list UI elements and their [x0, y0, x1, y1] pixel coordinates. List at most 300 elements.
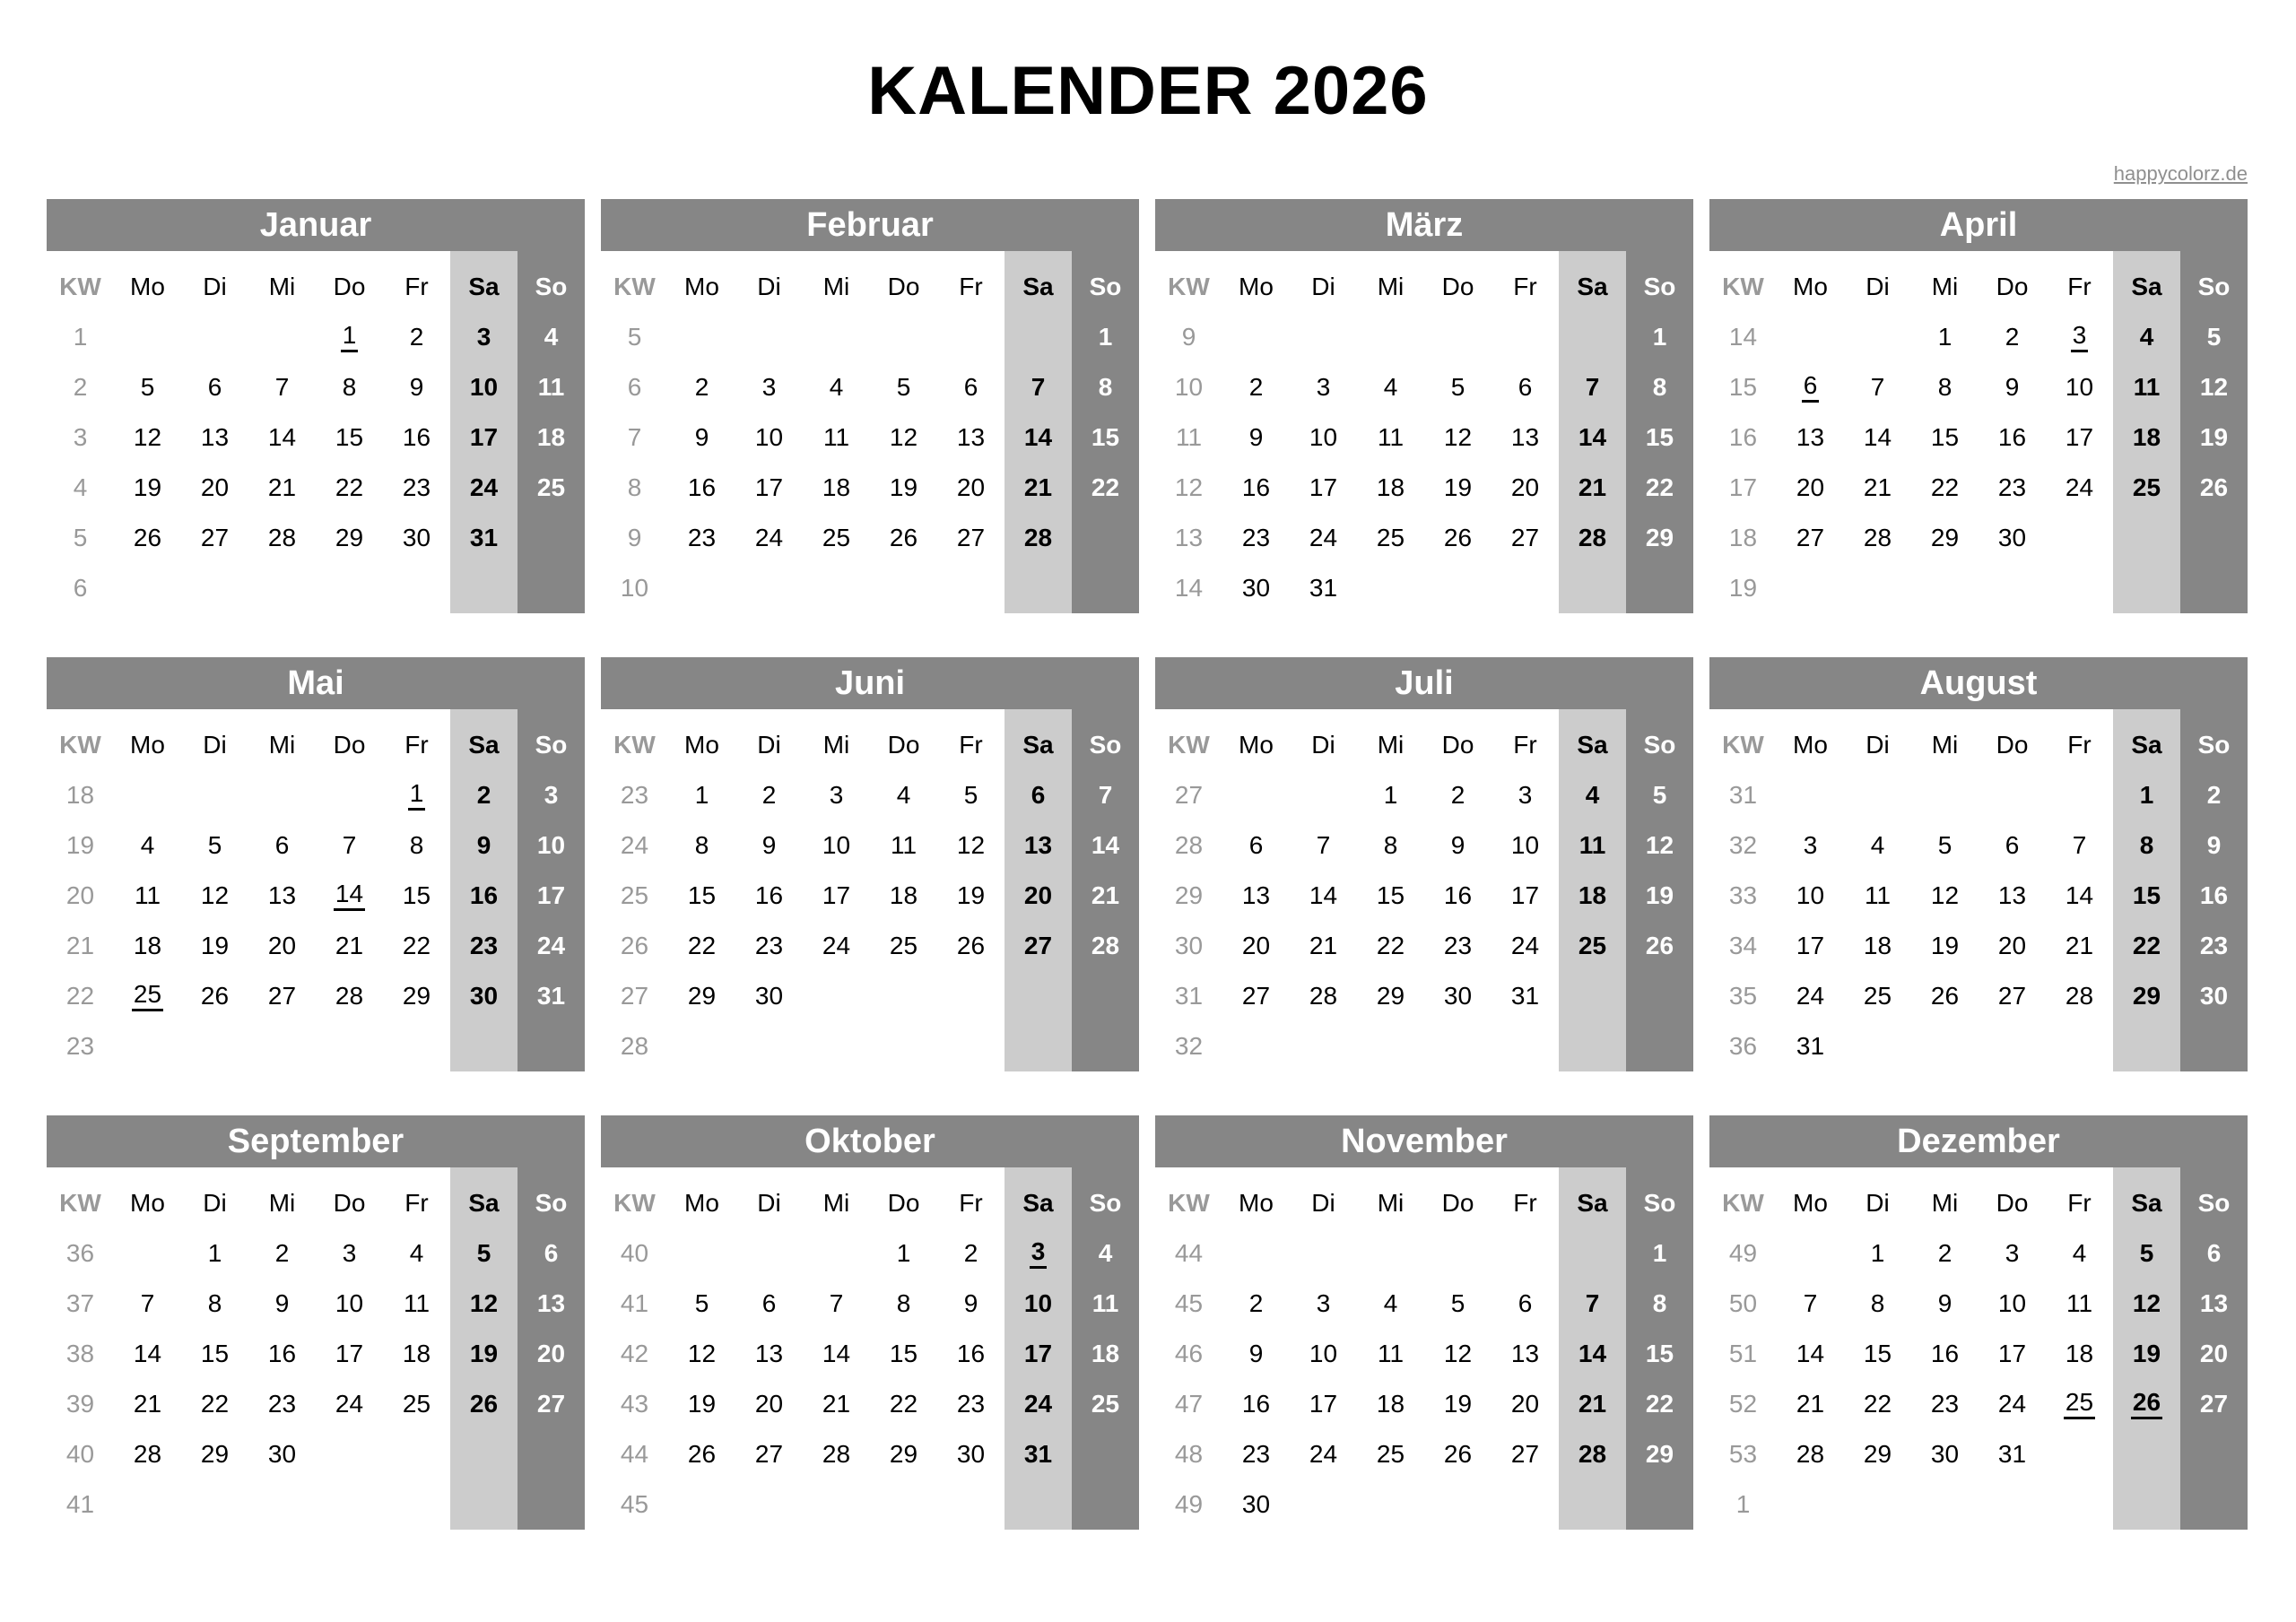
day-cell: 8 [342, 373, 357, 401]
month-grid [601, 709, 1139, 1071]
week-number-cell: 32 [1728, 831, 1758, 859]
day-cell: 31 [1997, 1440, 2027, 1468]
month-grid [47, 1167, 585, 1530]
weekday-header-cell: So [1643, 273, 1676, 300]
day-cell: 22 [1091, 473, 1120, 501]
kw-header-cell: KW [59, 731, 101, 759]
day-cell: 13 [1997, 881, 2027, 909]
weekday-header-cell: Mi [822, 731, 850, 759]
day-cell: 25 [1091, 1390, 1120, 1418]
day-cell: 5 [896, 373, 911, 401]
weekday-header-cell: Fr [2067, 1189, 2092, 1217]
month-januar [47, 199, 585, 613]
day-cell: 24 [1309, 524, 1338, 551]
month-april [1709, 199, 2248, 613]
holiday-date: 25 [132, 982, 163, 1011]
week-row [47, 513, 585, 563]
kw-header-cell: KW [1168, 1189, 1210, 1217]
week-number-cell: 31 [1174, 982, 1204, 1010]
week-number-cell: 14 [1174, 574, 1204, 602]
day-cell: 31 [536, 982, 566, 1010]
week-row [1155, 820, 1693, 871]
day-cell: 15 [687, 881, 717, 909]
kw-header-cell: KW [613, 731, 656, 759]
weekday-header-cell: Mo [1793, 1189, 1828, 1217]
day-cell: 12 [133, 423, 162, 451]
week-row [1155, 1021, 1693, 1071]
day-cell: 24 [1796, 982, 1825, 1010]
day-cell: 29 [1863, 1440, 1892, 1468]
week-row [47, 971, 585, 1021]
weekday-header-row [601, 262, 1139, 312]
week-row [1709, 1429, 2248, 1479]
weekday-header-cell: Di [203, 1189, 227, 1217]
day-cell: 21 [2065, 932, 2094, 959]
month-rows [1709, 709, 2248, 1071]
week-number-cell: 7 [627, 423, 642, 451]
day-cell: 15 [1645, 423, 1674, 451]
week-row [601, 1329, 1139, 1379]
day-cell: 1 [1652, 323, 1667, 351]
holiday-date: 25 [2064, 1390, 2095, 1419]
weekday-header-row [601, 720, 1139, 770]
day-cell: 9 [274, 1289, 290, 1317]
day-cell: 14 [1578, 1340, 1607, 1367]
weekday-header-cell: Do [1441, 1189, 1474, 1217]
day-cell: 15 [200, 1340, 230, 1367]
weekday-header-cell: Di [757, 731, 781, 759]
day-cell: 4 [829, 373, 844, 401]
day-cell: 4 [1098, 1239, 1113, 1267]
happycolorz-link[interactable]: happycolorz.de [2113, 162, 2248, 185]
holiday-date: 6 [1802, 373, 1820, 403]
day-cell: 10 [2065, 373, 2094, 401]
day-cell: 22 [1863, 1390, 1892, 1418]
day-cell: 7 [1803, 1289, 1818, 1317]
day-cell: 29 [1645, 1440, 1674, 1468]
week-row [1155, 770, 1693, 820]
weekday-header-cell: Do [333, 731, 366, 759]
day-cell: 28 [2065, 982, 2094, 1010]
week-number-cell: 31 [1728, 781, 1758, 809]
day-cell: 5 [1937, 831, 1952, 859]
week-row [1155, 463, 1693, 513]
week-row [1155, 1329, 1693, 1379]
week-number-cell: 49 [1174, 1490, 1204, 1518]
day-cell: 17 [1023, 1340, 1053, 1367]
week-number-cell: 36 [1728, 1032, 1758, 1060]
day-cell: 29 [1376, 982, 1405, 1010]
day-cell: 25 [1376, 524, 1405, 551]
day-cell: 5 [1450, 373, 1465, 401]
week-number-cell: 53 [1728, 1440, 1758, 1468]
day-cell: 12 [1930, 881, 1960, 909]
weekday-header-cell: Fr [404, 1189, 429, 1217]
weekday-header-cell: Fr [959, 273, 983, 300]
day-cell: 23 [956, 1390, 986, 1418]
day-cell: 6 [1518, 1289, 1533, 1317]
day-cell: 10 [1796, 881, 1825, 909]
month-rows [601, 1167, 1139, 1530]
weekday-header-cell: Fr [404, 731, 429, 759]
day-cell: 4 [409, 1239, 424, 1267]
weekday-header-cell: Do [1996, 1189, 2029, 1217]
week-row [1155, 871, 1693, 921]
day-cell [1004, 1236, 1072, 1269]
day-cell: 13 [200, 423, 230, 451]
week-row [47, 820, 585, 871]
week-row [47, 362, 585, 412]
day-cell: 1 [1652, 1239, 1667, 1267]
holiday-date: 26 [2131, 1390, 2162, 1419]
month-title: Dezember [1709, 1115, 2248, 1167]
day-cell: 25 [1863, 982, 1892, 1010]
month-februar [601, 199, 1139, 613]
day-cell: 20 [1997, 932, 2027, 959]
week-row [1709, 463, 2248, 513]
day-cell: 3 [544, 781, 559, 809]
month-rows [1155, 709, 1693, 1071]
month-grid [601, 1167, 1139, 1530]
day-cell: 29 [335, 524, 364, 551]
day-cell: 21 [1023, 473, 1053, 501]
day-cell: 7 [1585, 1289, 1600, 1317]
weekday-header-cell: So [535, 273, 568, 300]
weekday-header-cell: Sa [2131, 1189, 2162, 1217]
weekday-header-cell: Sa [1577, 273, 1608, 300]
day-cell: 22 [402, 932, 431, 959]
day-cell: 28 [1578, 524, 1607, 551]
day-cell: 25 [1578, 932, 1607, 959]
day-cell: 7 [140, 1289, 155, 1317]
day-cell: 2 [274, 1239, 290, 1267]
kw-header-cell: KW [59, 1189, 101, 1217]
day-cell: 3 [1803, 831, 1818, 859]
day-cell: 11 [1864, 881, 1892, 909]
day-cell: 2 [2005, 323, 2020, 351]
day-cell: 22 [200, 1390, 230, 1418]
week-row [1155, 412, 1693, 463]
month-title: Juni [601, 657, 1139, 709]
day-cell: 16 [1930, 1340, 1960, 1367]
weekday-header-cell: So [1643, 731, 1676, 759]
month-title: März [1155, 199, 1693, 251]
day-cell: 8 [2139, 831, 2154, 859]
day-cell: 7 [829, 1289, 844, 1317]
day-cell: 8 [1652, 373, 1667, 401]
day-cell: 27 [267, 982, 297, 1010]
day-cell: 5 [1652, 781, 1667, 809]
day-cell: 7 [2072, 831, 2087, 859]
day-cell: 19 [133, 473, 162, 501]
day-cell: 23 [754, 932, 784, 959]
day-cell: 7 [1098, 781, 1113, 809]
holiday-date: 14 [334, 881, 365, 911]
day-cell: 22 [2132, 932, 2161, 959]
day-cell: 19 [469, 1340, 499, 1367]
day-cell [316, 320, 383, 352]
weekday-header-cell: Sa [1022, 1189, 1054, 1217]
day-cell: 15 [335, 423, 364, 451]
weekday-header-cell: Sa [1577, 1189, 1608, 1217]
weekday-header-cell: So [535, 731, 568, 759]
day-cell: 1 [1937, 323, 1952, 351]
day-cell: 19 [2132, 1340, 2161, 1367]
day-cell: 25 [1376, 1440, 1405, 1468]
week-number-cell: 18 [65, 781, 95, 809]
day-cell: 22 [1645, 1390, 1674, 1418]
week-number-cell: 8 [627, 473, 642, 501]
week-row [1709, 1228, 2248, 1279]
day-cell: 16 [2199, 881, 2229, 909]
day-cell: 27 [1510, 1440, 1540, 1468]
weekday-header-cell: Sa [1022, 731, 1054, 759]
day-cell: 4 [1383, 1289, 1398, 1317]
weekday-header-cell: Fr [404, 273, 429, 300]
day-cell: 7 [1316, 831, 1331, 859]
month-rows [47, 251, 585, 613]
weekday-header-cell: Mi [1931, 731, 1959, 759]
month-rows [1155, 251, 1693, 613]
day-cell: 29 [402, 982, 431, 1010]
week-number-cell: 5 [627, 323, 642, 351]
day-cell: 15 [1645, 1340, 1674, 1367]
day-cell: 4 [2072, 1239, 2087, 1267]
weekday-header-cell: Mi [268, 731, 296, 759]
day-cell: 30 [1443, 982, 1473, 1010]
day-cell: 26 [1645, 932, 1674, 959]
week-number-cell: 9 [1181, 323, 1196, 351]
week-number-cell: 41 [620, 1289, 649, 1317]
week-row [1709, 1479, 2248, 1530]
day-cell: 30 [469, 982, 499, 1010]
day-cell: 20 [1241, 932, 1271, 959]
day-cell: 23 [1443, 932, 1473, 959]
day-cell: 9 [761, 831, 777, 859]
day-cell: 8 [1937, 373, 1952, 401]
month-title: September [47, 1115, 585, 1167]
month-september [47, 1115, 585, 1530]
day-cell [2046, 320, 2113, 352]
day-cell: 27 [754, 1440, 784, 1468]
day-cell: 23 [1241, 524, 1271, 551]
day-cell: 7 [342, 831, 357, 859]
day-cell: 17 [1997, 1340, 2027, 1367]
day-cell: 19 [2199, 423, 2229, 451]
day-cell: 1 [207, 1239, 222, 1267]
month-juli [1155, 657, 1693, 1071]
day-cell: 13 [754, 1340, 784, 1367]
day-cell: 4 [2139, 323, 2154, 351]
month-grid [1709, 709, 2248, 1071]
day-cell: 12 [2132, 1289, 2161, 1317]
weekday-header-cell: Sa [1577, 731, 1608, 759]
day-cell: 28 [1091, 932, 1120, 959]
weekday-header-cell: Di [1866, 273, 1890, 300]
day-cell: 30 [1930, 1440, 1960, 1468]
day-cell: 2 [1937, 1239, 1952, 1267]
weekday-header-cell: Fr [1513, 1189, 1537, 1217]
day-cell: 17 [1510, 881, 1540, 909]
month-grid [1155, 709, 1693, 1071]
month-grid [601, 251, 1139, 613]
day-cell: 30 [1241, 1490, 1271, 1518]
day-cell: 3 [761, 373, 777, 401]
day-cell: 23 [402, 473, 431, 501]
day-cell: 9 [963, 1289, 978, 1317]
day-cell: 22 [889, 1390, 918, 1418]
week-number-cell: 28 [1174, 831, 1204, 859]
week-number-cell: 34 [1728, 932, 1758, 959]
day-cell: 4 [1383, 373, 1398, 401]
week-row [1155, 513, 1693, 563]
weekday-header-cell: Sa [468, 273, 500, 300]
week-number-cell: 40 [620, 1239, 649, 1267]
day-cell: 8 [1870, 1289, 1885, 1317]
month-grid [1709, 1167, 2248, 1530]
day-cell: 26 [200, 982, 230, 1010]
day-cell: 11 [822, 423, 850, 451]
week-number-cell: 5 [73, 524, 88, 551]
day-cell: 20 [1796, 473, 1825, 501]
day-cell: 31 [469, 524, 499, 551]
weekday-header-cell: So [1089, 1189, 1122, 1217]
day-cell: 20 [754, 1390, 784, 1418]
day-cell: 26 [1443, 524, 1473, 551]
weekday-header-cell: Mo [684, 1189, 719, 1217]
day-cell: 29 [2132, 982, 2161, 1010]
kw-header-cell: KW [1168, 273, 1210, 300]
day-cell: 3 [1518, 781, 1533, 809]
day-cell: 17 [2065, 423, 2094, 451]
week-row [601, 1479, 1139, 1530]
weekday-header-cell: Do [1441, 731, 1474, 759]
day-cell: 13 [1023, 831, 1053, 859]
week-number-cell: 29 [1174, 881, 1204, 909]
day-cell: 14 [1023, 423, 1053, 451]
day-cell: 2 [2206, 781, 2222, 809]
day-cell: 30 [267, 1440, 297, 1468]
day-cell: 27 [1796, 524, 1825, 551]
day-cell: 12 [889, 423, 918, 451]
month-grid [1155, 1167, 1693, 1530]
weekday-header-cell: Mi [1931, 1189, 1959, 1217]
weekday-header-cell: Di [1311, 1189, 1335, 1217]
week-number-cell: 6 [627, 373, 642, 401]
day-cell: 11 [2133, 373, 2161, 401]
week-number-cell: 45 [1174, 1289, 1204, 1317]
day-cell: 11 [537, 373, 565, 401]
week-row [1155, 1279, 1693, 1329]
day-cell: 4 [896, 781, 911, 809]
day-cell: 14 [133, 1340, 162, 1367]
day-cell: 28 [1796, 1440, 1825, 1468]
day-cell: 14 [822, 1340, 851, 1367]
day-cell: 20 [2199, 1340, 2229, 1367]
day-cell [1777, 370, 1844, 403]
weekday-header-cell: Mi [1377, 1189, 1405, 1217]
day-cell: 4 [544, 323, 559, 351]
week-number-cell: 32 [1174, 1032, 1204, 1060]
day-cell: 29 [1930, 524, 1960, 551]
day-cell: 28 [133, 1440, 162, 1468]
weekday-header-cell: Fr [2067, 273, 2092, 300]
day-cell: 5 [476, 1239, 491, 1267]
week-number-cell: 27 [620, 982, 649, 1010]
day-cell: 14 [1863, 423, 1892, 451]
month-rows [47, 709, 585, 1071]
week-row [47, 770, 585, 820]
kw-header-cell: KW [59, 273, 101, 300]
day-cell: 24 [1023, 1390, 1053, 1418]
day-cell: 6 [1248, 831, 1264, 859]
day-cell: 13 [1796, 423, 1825, 451]
day-cell: 10 [469, 373, 499, 401]
day-cell: 7 [1585, 373, 1600, 401]
day-cell: 26 [956, 932, 986, 959]
month-rows [1709, 251, 2248, 613]
week-number-cell: 10 [1174, 373, 1204, 401]
day-cell: 28 [822, 1440, 851, 1468]
day-cell: 29 [200, 1440, 230, 1468]
month-title: November [1155, 1115, 1693, 1167]
day-cell: 21 [1796, 1390, 1825, 1418]
day-cell [2046, 1387, 2113, 1419]
week-number-cell: 19 [1728, 574, 1758, 602]
day-cell: 18 [1578, 881, 1607, 909]
weekday-header-cell: Di [203, 731, 227, 759]
week-row [1155, 362, 1693, 412]
week-row [47, 1279, 585, 1329]
day-cell: 1 [694, 781, 709, 809]
weekday-header-cell: So [2197, 273, 2231, 300]
day-cell: 23 [1997, 473, 2027, 501]
day-cell: 16 [1241, 473, 1271, 501]
day-cell: 2 [1450, 781, 1465, 809]
day-cell: 13 [1241, 881, 1271, 909]
week-number-cell: 41 [65, 1490, 95, 1518]
month-juni [601, 657, 1139, 1071]
week-number-cell: 10 [620, 574, 649, 602]
day-cell: 27 [956, 524, 986, 551]
week-row [601, 1228, 1139, 1279]
day-cell: 5 [1450, 1289, 1465, 1317]
day-cell: 18 [1376, 1390, 1405, 1418]
day-cell: 1 [896, 1239, 911, 1267]
weekday-header-cell: Mo [130, 731, 165, 759]
weekday-header-cell: Mo [1793, 273, 1828, 300]
weekday-header-cell: Do [333, 273, 366, 300]
day-cell: 27 [1241, 982, 1271, 1010]
week-row [1155, 1228, 1693, 1279]
day-cell: 28 [1023, 524, 1053, 551]
kw-header-cell: KW [1722, 273, 1764, 300]
weekday-header-row [1155, 720, 1693, 770]
weekday-header-row [1709, 262, 2248, 312]
day-cell: 18 [889, 881, 918, 909]
day-cell: 10 [1023, 1289, 1053, 1317]
week-row [47, 1228, 585, 1279]
day-cell: 24 [1997, 1390, 2027, 1418]
week-row [601, 921, 1139, 971]
day-cell: 30 [402, 524, 431, 551]
day-cell: 5 [140, 373, 155, 401]
day-cell: 11 [2066, 1289, 2093, 1317]
day-cell: 12 [1443, 423, 1473, 451]
week-row [47, 463, 585, 513]
day-cell: 31 [1023, 1440, 1053, 1468]
week-number-cell: 52 [1728, 1390, 1758, 1418]
